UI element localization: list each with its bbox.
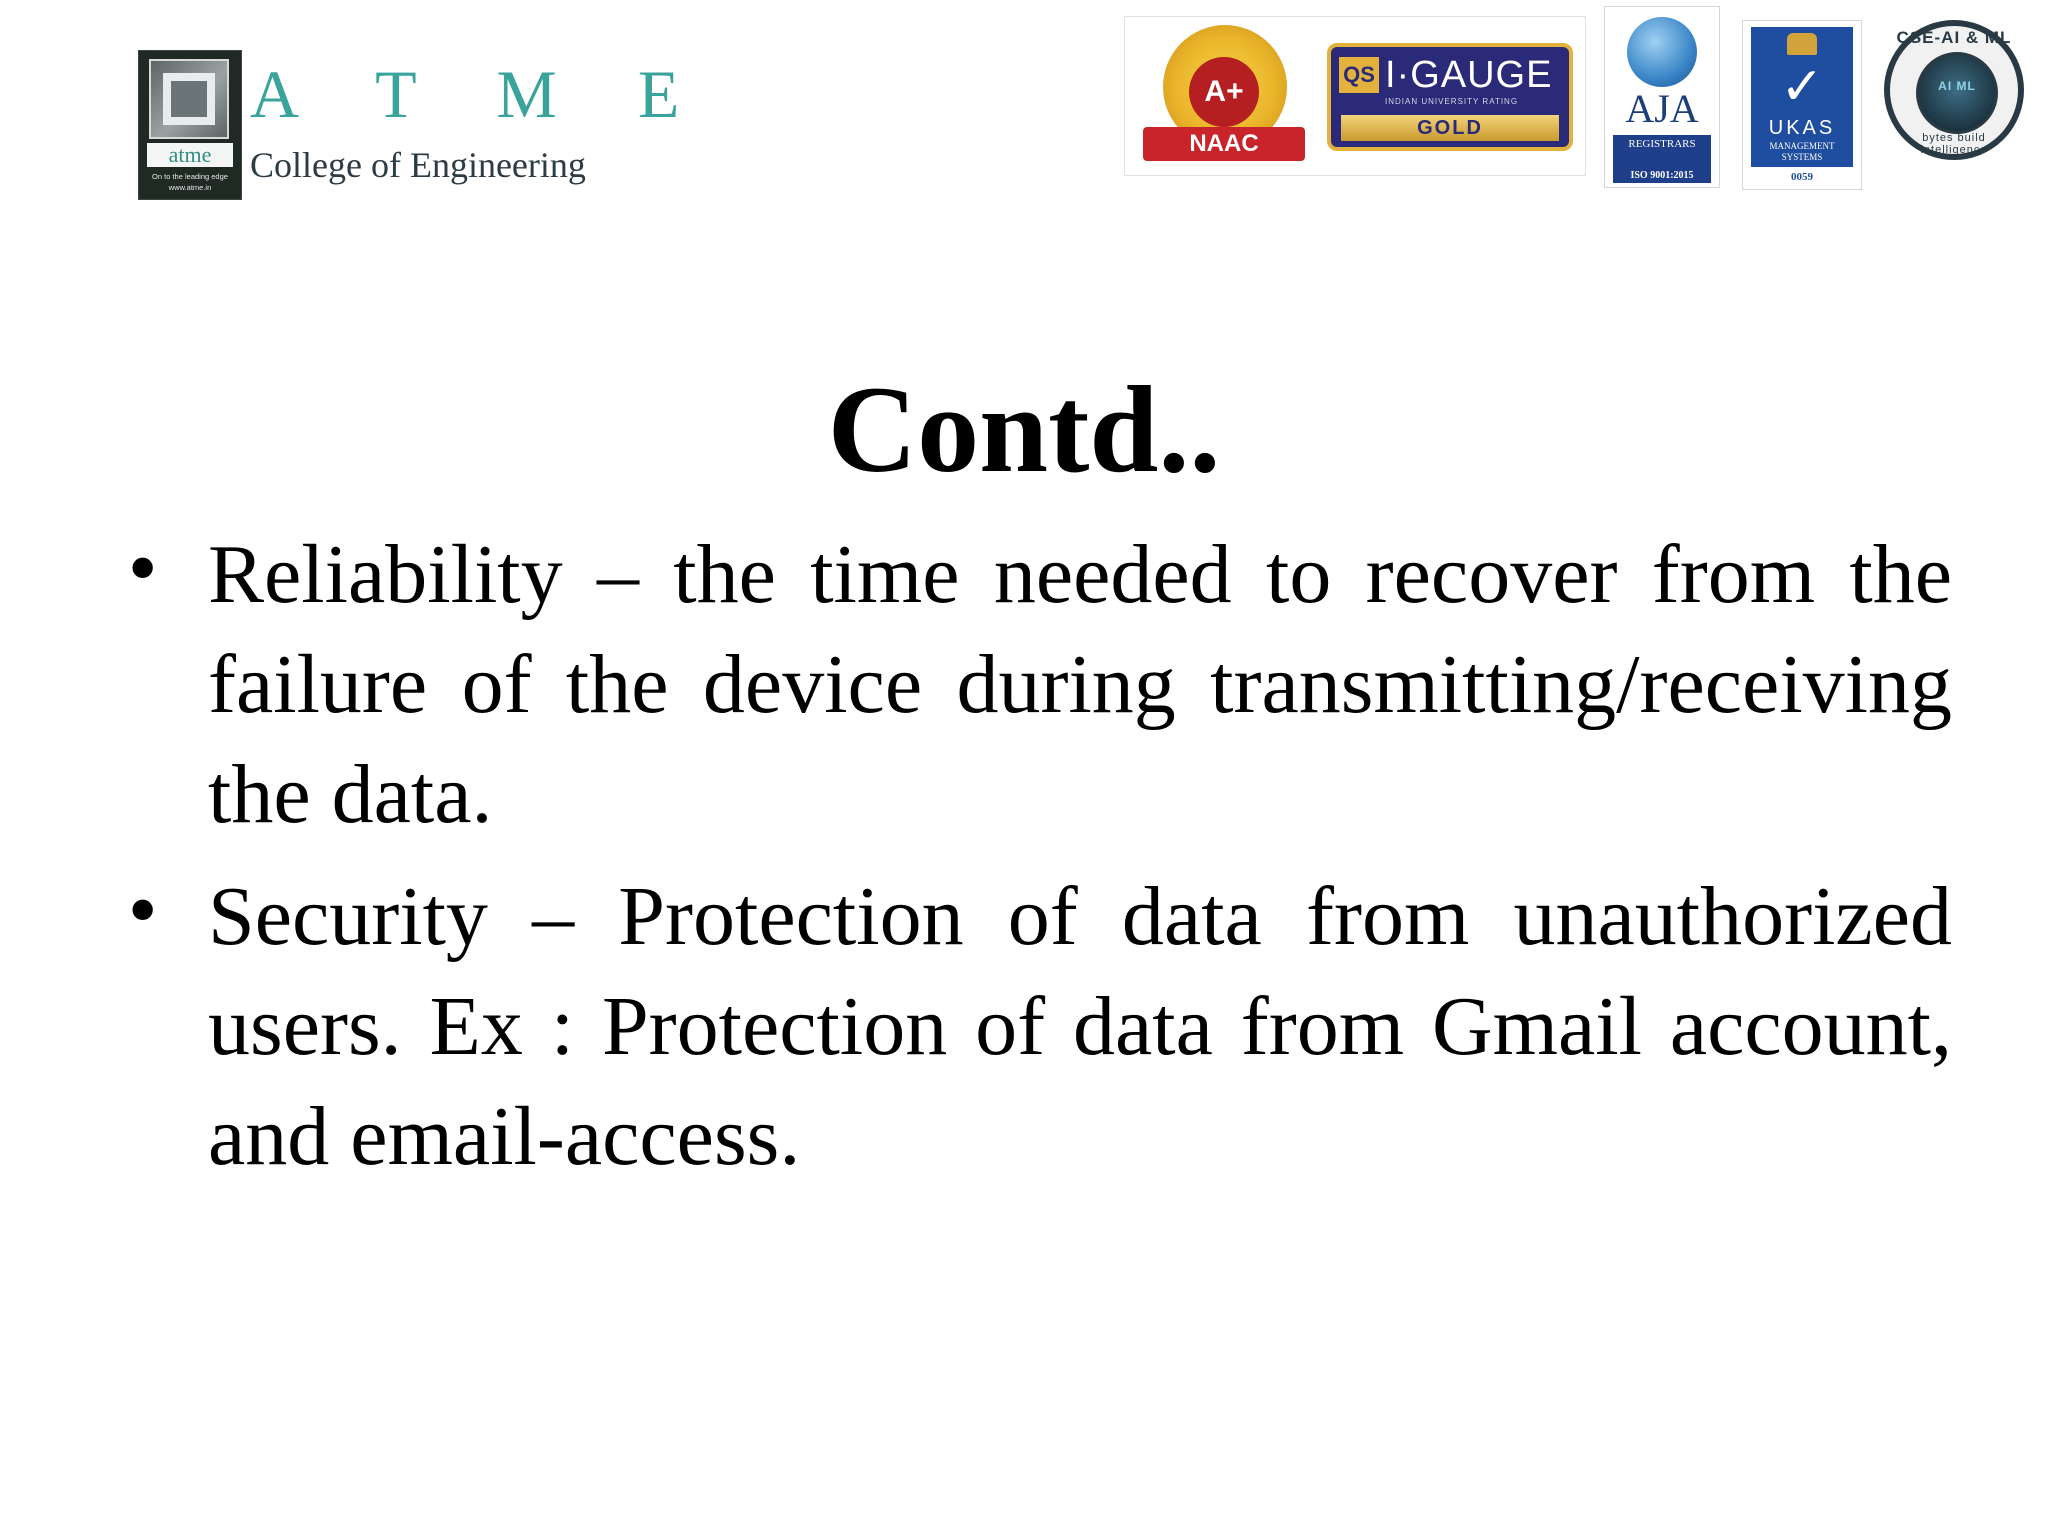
college-logo-mark: atme: [147, 143, 233, 167]
naac-badge: [1135, 23, 1313, 171]
bullet-icon: •: [122, 529, 164, 611]
college-logo-emblem: [138, 50, 242, 200]
frame-icon: [149, 59, 229, 139]
slide-title: Contd..: [827, 361, 1221, 498]
cse-ring-top: CSE-AI & ML: [1896, 28, 2012, 47]
qs-igauge-badge: [1327, 43, 1573, 151]
brain-icon: [1916, 52, 1998, 134]
college-logo: [138, 50, 712, 200]
qs-name: I·GAUGE: [1385, 54, 1553, 96]
globe-icon: [1627, 17, 1697, 87]
cse-ring-bottom: bytes build intelligence: [1920, 132, 1988, 156]
naac-label: NAAC: [1143, 127, 1305, 161]
ukas-number: 0059: [1791, 171, 1813, 183]
college-name: College of Engineering: [250, 145, 586, 185]
aja-badge: [1604, 6, 1720, 188]
bullet-text-security: Security – Protection of data from unauthorized users. Ex : Protection of data from Gmail account, and email-access.: [208, 870, 1952, 1183]
qs-tag: QS: [1339, 57, 1379, 93]
college-website: www.atme.in: [168, 183, 212, 192]
qs-rating: GOLD: [1341, 115, 1559, 141]
checkmark-icon: ✓: [1780, 57, 1824, 117]
accreditation-strip: [1124, 16, 1586, 176]
crown-icon: [1787, 33, 1817, 55]
bullet-text-reliability: Reliability – the time needed to recover from the failure of the device during transmitting/receiving the data.: [208, 528, 1952, 841]
cse-aiml-badge: [1884, 20, 2024, 160]
qs-subtitle: INDIAN UNIVERSITY RATING: [1385, 97, 1519, 106]
bullet-icon: •: [122, 871, 164, 953]
aja-registrars: REGISTRARS: [1613, 135, 1711, 169]
ukas-subtitle: MANAGEMENT SYSTEMS: [1769, 141, 1835, 162]
list-item: [122, 862, 1952, 1192]
list-item: [122, 520, 1952, 850]
ukas-name: UKAS: [1768, 117, 1836, 139]
college-logo-letters: A T M E: [250, 56, 712, 132]
bullet-list: [122, 520, 1952, 1204]
aja-iso: ISO 9001:2015: [1613, 169, 1711, 183]
ukas-badge: [1742, 20, 1862, 190]
naac-grade: A+: [1189, 57, 1259, 127]
aja-name: AJA: [1625, 86, 1699, 131]
college-tagline: On to the leading edge: [152, 172, 228, 181]
cse-center: AI ML: [1938, 79, 1976, 93]
